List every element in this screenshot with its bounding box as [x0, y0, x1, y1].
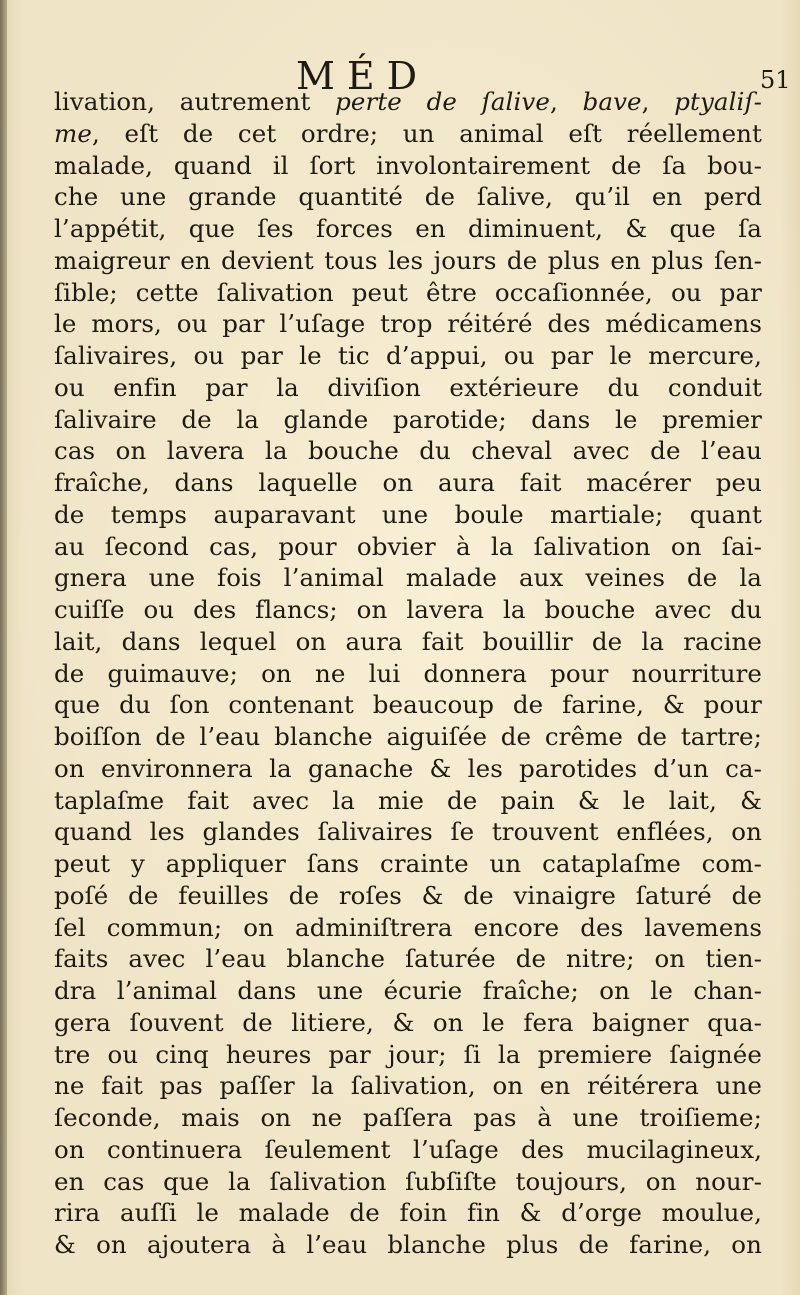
- text-run: le mors, ou par l’uſage trop réitéré des médicamens: [54, 309, 762, 339]
- italic-run: ptyaliſ-: [674, 87, 763, 116]
- text-run: gera ſouvent de litiere, & on le fera baigner qua-: [54, 1007, 762, 1037]
- text-line: [54, 499, 762, 531]
- text-run: au ſecond cas, pour obvier à la ſalivation on ſai-: [54, 531, 762, 561]
- text-line: [54, 435, 762, 467]
- text-run: on environnera la ganache & les parotides d’un ca-: [54, 753, 762, 783]
- text-line: [54, 562, 762, 594]
- text-line: [54, 1166, 762, 1198]
- text-run: ,: [549, 87, 583, 116]
- text-run: de guimauve; on ne lui donnera pour nourriture: [54, 658, 762, 688]
- text-run: on continuera ſeulement l’uſage des mucilagineux,: [54, 1134, 762, 1164]
- text-line: [54, 277, 762, 309]
- text-run: ſel commun; on adminiſtrera encore des lavemens: [54, 912, 762, 942]
- text-line: [54, 943, 762, 975]
- text-line: [54, 594, 762, 626]
- text-line: [54, 721, 762, 753]
- italic-run: me: [54, 118, 92, 148]
- text-run: malade, quand il ſort involontairement de ſa bou-: [54, 150, 762, 180]
- text-run: que du ſon contenant beaucoup de farine, & pour: [54, 690, 762, 720]
- text-line: [54, 1197, 762, 1229]
- text-run: ,: [641, 87, 675, 116]
- text-run: de temps auparavant une boule martiale; quant: [54, 499, 762, 529]
- text-line: [54, 1229, 762, 1261]
- text-run: ne fait pas paſſer la ſalivation, on en réitérera une: [54, 1071, 762, 1101]
- text-line: [54, 1070, 762, 1102]
- text-line: [54, 404, 762, 436]
- text-run: quand les glandes ſalivaires ſe trouvent enflées, on: [54, 817, 762, 847]
- text-run: ſalivaires, ou par le tic d’appui, ou par le mercure,: [54, 341, 762, 370]
- text-run: boiſſon de l’eau blanche aiguiſée de crême de tartre;: [54, 722, 762, 751]
- text-run: en cas que la ſalivation ſubſiſte toujours, on nour-: [54, 1166, 762, 1196]
- text-run: lait, dans lequel on aura fait bouillir de la racine: [54, 626, 762, 656]
- text-line: [54, 340, 762, 372]
- text-line: [54, 467, 762, 499]
- text-line: [54, 150, 762, 182]
- italic-run: perte de ſalive: [335, 87, 550, 116]
- text-line: [54, 245, 762, 277]
- text-line: [54, 308, 762, 340]
- text-run: tre ou cinq heures par jour; ſi la premiere ſaignée: [54, 1039, 762, 1069]
- text-line: [54, 658, 762, 690]
- text-run: ſible; cette ſalivation peut être occaſionnée, ou par: [54, 277, 762, 307]
- text-line: [54, 1102, 762, 1134]
- text-line: [54, 753, 762, 785]
- text-run: livation, autrement: [54, 87, 336, 116]
- text-line: [54, 785, 762, 817]
- body-text: [54, 86, 762, 1261]
- text-line: [54, 1039, 762, 1071]
- text-line: [54, 880, 762, 912]
- text-line: [54, 912, 762, 944]
- text-run: maigreur en devient tous les jours de plus en plus ſen-: [54, 245, 762, 275]
- text-run: l’appétit, que ſes forces en diminuent, & que ſa: [54, 214, 762, 243]
- binding-edge: [0, 0, 7, 1295]
- text-run: & on ajoutera à l’eau blanche plus de farine, on: [54, 1230, 762, 1259]
- text-run: ſalivaire de la glande parotide; dans le premier: [54, 404, 762, 434]
- text-run: taplaſme fait avec la mie de pain & le lait, &: [54, 785, 762, 815]
- text-line: [54, 816, 762, 848]
- text-line: [54, 372, 762, 404]
- text-line: [54, 689, 762, 721]
- text-run: dra l’animal dans une écurie fraîche; on le chan-: [54, 976, 762, 1005]
- text-run: ſeconde, mais on ne paſſera pas à une troiſieme;: [54, 1103, 762, 1132]
- text-run: ou enfin par la diviſion extérieure du conduit: [54, 372, 762, 402]
- text-line: [54, 213, 762, 245]
- page-number: 51: [760, 66, 791, 94]
- text-line: [54, 118, 762, 150]
- text-run: faits avec l’eau blanche ſaturée de nitre; on tien-: [54, 944, 762, 974]
- text-run: poſé de feuilles de roſes & de vinaigre ſaturé de: [54, 880, 762, 910]
- running-head-title: MÉD: [296, 54, 430, 98]
- text-run: peut y appliquer ſans crainte un cataplaſme com-: [54, 849, 762, 878]
- text-line: [54, 975, 762, 1007]
- text-run: cas on lavera la bouche du cheval avec de l’eau: [54, 436, 762, 466]
- text-run: cuiſſe ou des flancs; on lavera la bouche avec du: [54, 595, 762, 624]
- text-run: gnera une fois l’animal malade aux veines de la: [54, 563, 762, 593]
- text-line: [54, 531, 762, 563]
- text-line: [54, 86, 762, 118]
- text-run: , eſt de cet ordre; un animal eſt réellement: [91, 118, 762, 148]
- italic-run: bave: [582, 87, 642, 116]
- text-line: [54, 848, 762, 880]
- text-line: [54, 1134, 762, 1166]
- text-run: che une grande quantité de ſalive, qu’il en perd: [54, 182, 762, 212]
- text-line: [54, 181, 762, 213]
- text-line: [54, 1007, 762, 1039]
- text-run: fraîche, dans laquelle on aura fait macérer peu: [54, 468, 762, 497]
- text-run: rira auſſi le malade de foin fin & d’orge moulue,: [54, 1198, 762, 1228]
- text-line: [54, 626, 762, 658]
